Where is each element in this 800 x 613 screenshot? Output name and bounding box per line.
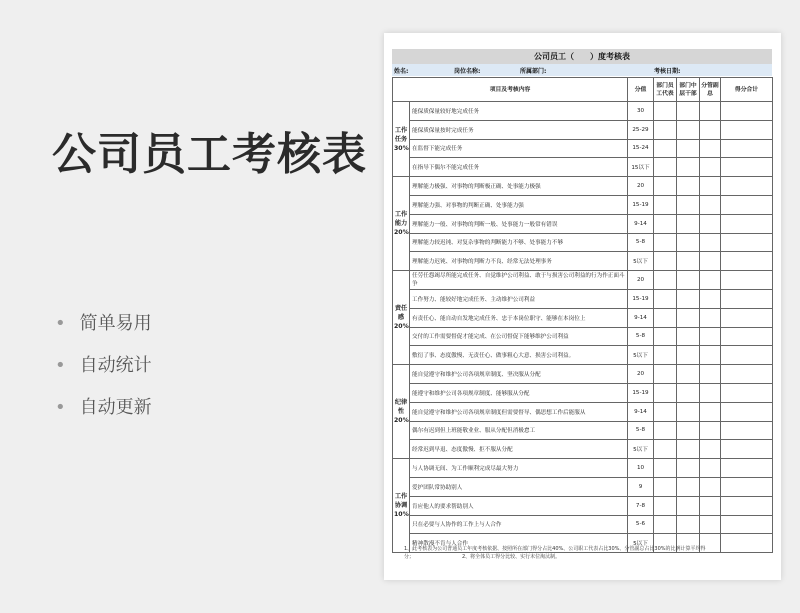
- manager-score-cell[interactable]: [677, 421, 700, 440]
- manager-score-cell[interactable]: [677, 515, 700, 534]
- vice-score-cell[interactable]: [700, 252, 721, 271]
- score-cell: 5-8: [628, 327, 654, 346]
- evaluation-sheet: [384, 33, 781, 580]
- staff-score-cell[interactable]: [654, 195, 677, 214]
- score-cell: 15-19: [628, 195, 654, 214]
- name-label: 姓名:: [394, 68, 409, 75]
- manager-score-cell[interactable]: [677, 440, 700, 459]
- score-cell: 30: [628, 102, 654, 121]
- note-1-cont: 分；: [404, 554, 415, 560]
- info-row: [392, 64, 772, 76]
- item-text: 与人协调无间、为工作顺利完成尽最大努力: [410, 459, 628, 478]
- staff-score-cell[interactable]: [654, 177, 677, 196]
- table-row: [393, 383, 773, 402]
- feature-label: 简单易用: [79, 313, 152, 334]
- staff-score-cell[interactable]: [654, 440, 677, 459]
- position-label: 岗位名称:: [454, 68, 481, 75]
- item-text: 交付的工作需要督促才能完成、在公司督促下能够维护公司利益: [410, 327, 628, 346]
- item-text: 经常迟到早退、态度傲慢、拒不服从分配: [410, 440, 628, 459]
- manager-score-cell[interactable]: [677, 289, 700, 308]
- section-label: 工作任务30%: [393, 102, 410, 177]
- item-text: 有责任心、能自动自发地完成任务、忠于本岗位职守、能够在本岗位上: [410, 308, 628, 327]
- bullet-icon: •: [55, 355, 66, 376]
- vice-score-cell[interactable]: [700, 346, 721, 365]
- score-cell: 9-14: [628, 214, 654, 233]
- item-text: 能保质保量较好地完成任务: [410, 102, 628, 121]
- score-cell: 20: [628, 365, 654, 384]
- item-text: 只在必要与人协作的工作上与人合作: [410, 515, 628, 534]
- vice-score-cell[interactable]: [700, 496, 721, 515]
- total-score-cell[interactable]: [721, 252, 773, 271]
- total-score-cell[interactable]: [721, 327, 773, 346]
- vice-score-cell[interactable]: [700, 177, 721, 196]
- item-text: 能保质保量按时完成任务: [410, 120, 628, 139]
- table-row: [393, 308, 773, 327]
- table-row: [393, 233, 773, 252]
- score-cell: 5-6: [628, 515, 654, 534]
- staff-score-cell[interactable]: [654, 459, 677, 478]
- score-cell: 5-8: [628, 233, 654, 252]
- note-1: 1、此考核表为公司普通员工年度考核依据、按照所在部门得分占比40%、公司职工代表占比30%、分管副总占比30%的比例计算平均得: [404, 546, 706, 552]
- item-text: 能自觉遵守和维护公司各项规章制度、坚决服从分配: [410, 365, 628, 384]
- vice-score-cell[interactable]: [700, 102, 721, 121]
- item-text: 精神散漫不肯与人合作: [410, 534, 628, 553]
- manager-score-cell[interactable]: [677, 496, 700, 515]
- manager-score-cell[interactable]: [677, 346, 700, 365]
- staff-score-cell[interactable]: [654, 158, 677, 177]
- manager-score-cell[interactable]: [677, 308, 700, 327]
- manager-score-cell[interactable]: [677, 365, 700, 384]
- feature-list: [55, 312, 152, 438]
- staff-score-cell[interactable]: [654, 421, 677, 440]
- table-row: [393, 289, 773, 308]
- staff-score-cell[interactable]: [654, 120, 677, 139]
- vice-score-cell[interactable]: [700, 459, 721, 478]
- section-label: 责任感20%: [393, 271, 410, 365]
- header-staff: 部门员工代表: [654, 78, 677, 102]
- table-row: [393, 515, 773, 534]
- feature-item: [55, 312, 152, 354]
- table-row: [393, 459, 773, 478]
- item-text: 敷衍了事、态度傲慢、无责任心、做事粗心大意、损害公司利益。: [410, 346, 628, 365]
- total-score-cell[interactable]: [721, 383, 773, 402]
- manager-score-cell[interactable]: [677, 327, 700, 346]
- total-score-cell[interactable]: [721, 534, 773, 553]
- score-cell: 20: [628, 177, 654, 196]
- staff-score-cell[interactable]: [654, 365, 677, 384]
- staff-score-cell[interactable]: [654, 383, 677, 402]
- total-score-cell[interactable]: [721, 515, 773, 534]
- table-row: [393, 402, 773, 421]
- total-score-cell[interactable]: [721, 289, 773, 308]
- item-text: 理解能力极强、对事物的判断极正确、处事能力极强: [410, 177, 628, 196]
- staff-score-cell[interactable]: [654, 289, 677, 308]
- item-text: 理解能力一般、对事物的判断一般、处事能力一般常有错误: [410, 214, 628, 233]
- manager-score-cell[interactable]: [677, 402, 700, 421]
- manager-score-cell[interactable]: [677, 459, 700, 478]
- score-cell: 20: [628, 271, 654, 290]
- score-cell: 15以下: [628, 158, 654, 177]
- score-cell: 5-8: [628, 421, 654, 440]
- table-row: [393, 327, 773, 346]
- header-score: 分值: [628, 78, 654, 102]
- vice-score-cell[interactable]: [700, 327, 721, 346]
- table-row: [393, 102, 773, 121]
- manager-score-cell[interactable]: [677, 158, 700, 177]
- table-row: [393, 252, 773, 271]
- manager-score-cell[interactable]: [677, 252, 700, 271]
- staff-score-cell[interactable]: [654, 496, 677, 515]
- item-text: 能自觉遵守和维护公司各项规章制度但需要督导、偶思想工作后能服从: [410, 402, 628, 421]
- table-row: [393, 139, 773, 158]
- table-row: [393, 365, 773, 384]
- total-score-cell[interactable]: [721, 477, 773, 496]
- staff-score-cell[interactable]: [654, 214, 677, 233]
- staff-score-cell[interactable]: [654, 402, 677, 421]
- header-total: 得分合计: [721, 78, 773, 102]
- manager-score-cell[interactable]: [677, 102, 700, 121]
- total-score-cell[interactable]: [721, 158, 773, 177]
- manager-score-cell[interactable]: [677, 233, 700, 252]
- total-score-cell[interactable]: [721, 459, 773, 478]
- total-score-cell[interactable]: [721, 271, 773, 290]
- total-score-cell[interactable]: [721, 365, 773, 384]
- header-manager: 部门中层干部: [677, 78, 700, 102]
- total-score-cell[interactable]: [721, 177, 773, 196]
- vice-score-cell[interactable]: [700, 120, 721, 139]
- total-score-cell[interactable]: [721, 496, 773, 515]
- total-score-cell[interactable]: [721, 440, 773, 459]
- table-row: [393, 195, 773, 214]
- total-score-cell[interactable]: [721, 421, 773, 440]
- vice-score-cell[interactable]: [700, 421, 721, 440]
- table-row: [393, 440, 773, 459]
- vice-score-cell[interactable]: [700, 195, 721, 214]
- total-score-cell[interactable]: [721, 214, 773, 233]
- score-cell: 9: [628, 477, 654, 496]
- staff-score-cell[interactable]: [654, 327, 677, 346]
- item-text: 工作努力、能较好地完成任务、主动维护公司利益: [410, 289, 628, 308]
- staff-score-cell[interactable]: [654, 346, 677, 365]
- score-cell: 5以下: [628, 252, 654, 271]
- feature-label: 自动统计: [79, 355, 152, 376]
- header-item: 项目及考核内容: [393, 78, 628, 102]
- manager-score-cell[interactable]: [677, 195, 700, 214]
- total-score-cell[interactable]: [721, 139, 773, 158]
- vice-score-cell[interactable]: [700, 139, 721, 158]
- score-cell: 15-19: [628, 383, 654, 402]
- score-cell: 15-24: [628, 139, 654, 158]
- vice-score-cell[interactable]: [700, 440, 721, 459]
- item-text: 能遵守和维护公司各项规章制度、能够服从分配: [410, 383, 628, 402]
- header-vice: 分管副总: [700, 78, 721, 102]
- total-score-cell[interactable]: [721, 402, 773, 421]
- feature-item: [55, 354, 152, 396]
- vice-score-cell[interactable]: [700, 308, 721, 327]
- vice-score-cell[interactable]: [700, 402, 721, 421]
- manager-score-cell[interactable]: [677, 477, 700, 496]
- item-text: 理解能力迟钝、对事物的判断力不良、经常无法处理事务: [410, 252, 628, 271]
- table-row: [393, 177, 773, 196]
- total-score-cell[interactable]: [721, 233, 773, 252]
- table-row: [393, 158, 773, 177]
- staff-score-cell[interactable]: [654, 271, 677, 290]
- staff-score-cell[interactable]: [654, 139, 677, 158]
- manager-score-cell[interactable]: [677, 177, 700, 196]
- vice-score-cell[interactable]: [700, 233, 721, 252]
- item-text: 在指导下偶尔不能完成任务: [410, 158, 628, 177]
- vice-score-cell[interactable]: [700, 214, 721, 233]
- table-row: [393, 496, 773, 515]
- vice-score-cell[interactable]: [700, 515, 721, 534]
- sheet-heading: 公司员工（ ）度考核表: [392, 49, 772, 64]
- item-text: 理解能力强、对事物的判断正确、处事能力强: [410, 195, 628, 214]
- table-row: [393, 120, 773, 139]
- dept-label: 所属部门:: [520, 68, 547, 75]
- staff-score-cell[interactable]: [654, 515, 677, 534]
- item-text: 偶尔有迟到但上班能敬业业、服从分配但消极怠工: [410, 421, 628, 440]
- staff-score-cell[interactable]: [654, 477, 677, 496]
- score-cell: 10: [628, 459, 654, 478]
- note-2: 2、将全体员工得分比较、实行末位淘汰制。: [462, 554, 561, 560]
- table-row: [393, 477, 773, 496]
- bullet-icon: •: [55, 313, 66, 334]
- item-text: 理解能力较迟钝、对复杂事物的判断能力不够、处事能力不够: [410, 233, 628, 252]
- score-cell: 5以下: [628, 534, 654, 553]
- table-row: [393, 421, 773, 440]
- vice-score-cell[interactable]: [700, 271, 721, 290]
- item-text: 爱护团队常协助别人: [410, 477, 628, 496]
- total-score-cell[interactable]: [721, 346, 773, 365]
- total-score-cell[interactable]: [721, 195, 773, 214]
- score-cell: 5以下: [628, 346, 654, 365]
- item-text: 肯应他人的要求帮助别人: [410, 496, 628, 515]
- table-header-row: [393, 78, 773, 102]
- feature-label: 自动更新: [79, 397, 152, 418]
- page-title: 公司员工考核表: [52, 129, 367, 180]
- evaluation-table: [392, 77, 773, 553]
- staff-score-cell[interactable]: [654, 233, 677, 252]
- score-cell: 5以下: [628, 440, 654, 459]
- total-score-cell[interactable]: [721, 102, 773, 121]
- total-score-cell[interactable]: [721, 120, 773, 139]
- vice-score-cell[interactable]: [700, 289, 721, 308]
- score-cell: 9-14: [628, 308, 654, 327]
- score-cell: 7-8: [628, 496, 654, 515]
- score-cell: 15-19: [628, 289, 654, 308]
- table-row: [393, 346, 773, 365]
- manager-score-cell[interactable]: [677, 214, 700, 233]
- manager-score-cell[interactable]: [677, 120, 700, 139]
- manager-score-cell[interactable]: [677, 383, 700, 402]
- date-label: 考核日期:: [654, 68, 681, 75]
- staff-score-cell[interactable]: [654, 252, 677, 271]
- score-cell: 25-29: [628, 120, 654, 139]
- vice-score-cell[interactable]: [700, 158, 721, 177]
- vice-score-cell[interactable]: [700, 365, 721, 384]
- bullet-icon: •: [55, 397, 66, 418]
- item-text: 在监督下能完成任务: [410, 139, 628, 158]
- manager-score-cell[interactable]: [677, 271, 700, 290]
- table-row: [393, 214, 773, 233]
- vice-score-cell[interactable]: [700, 383, 721, 402]
- item-text: 任劳任怨竭尽所能完成任务、自觉维护公司利益、敢于与损害公司利益的行为作正面斗争: [410, 271, 628, 290]
- staff-score-cell[interactable]: [654, 308, 677, 327]
- section-label: 纪律性20%: [393, 365, 410, 459]
- feature-item: [55, 396, 152, 438]
- section-label: 工作能力20%: [393, 177, 410, 271]
- section-label: 工作协调10%: [393, 459, 410, 553]
- manager-score-cell[interactable]: [677, 139, 700, 158]
- table-row: [393, 271, 773, 290]
- vice-score-cell[interactable]: [700, 477, 721, 496]
- staff-score-cell[interactable]: [654, 102, 677, 121]
- total-score-cell[interactable]: [721, 308, 773, 327]
- score-cell: 9-14: [628, 402, 654, 421]
